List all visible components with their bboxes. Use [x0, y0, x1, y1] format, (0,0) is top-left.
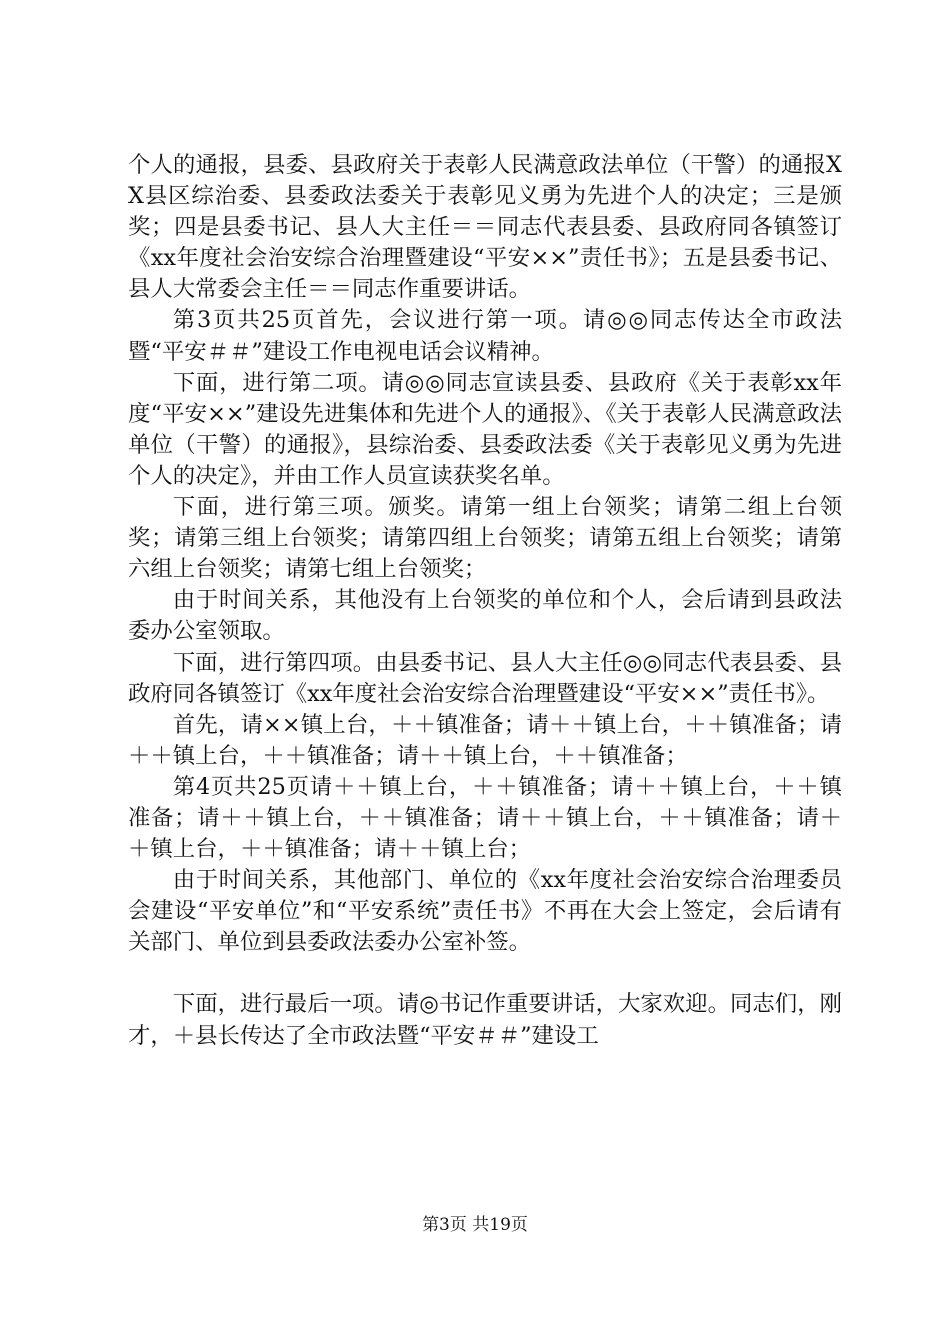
paragraph-2: 第3页共25页首先，会议进行第一项。请◎◎同志传达全市政法暨“平安＃＃”建设工作电视电话会议精神。 [128, 307, 842, 365]
document-body [128, 150, 842, 1052]
paragraph-7: 首先，请××镇上台，＋＋镇准备；请＋＋镇上台，＋＋镇准备；请＋＋镇上台，＋＋镇准备；请＋＋镇上台，＋＋镇准备； [128, 711, 842, 769]
paragraph-4: 下面，进行第三项。颁奖。请第一组上台领奖；请第二组上台领奖；请第三组上台领奖；请第四组上台领奖；请第五组上台领奖；请第六组上台领奖；请第七组上台领奖； [128, 494, 842, 583]
paragraph-5: 由于时间关系，其他没有上台领奖的单位和个人，会后请到县政法委办公室领取。 [128, 587, 842, 645]
page-number-footer: 第3页 共19页 [422, 1215, 528, 1235]
paragraph-9: 由于时间关系，其他部门、单位的《xx年度社会治安综合治理委员会建设“平安单位”和“平安系统”责任书》不再在大会上签定，会后请有关部门、单位到县委政法委办公室补签。 [128, 867, 842, 956]
paragraph-10: 下面，进行最后一项。请◎书记作重要讲话，大家欢迎。同志们，刚才，＋县长传达了全市政法暨“平安＃＃”建设工 [128, 991, 842, 1049]
paragraph-6: 下面，进行第四项。由县委书记、县人大主任◎◎同志代表县委、县政府同各镇签订《xx年度社会治安综合治理暨建设“平安××”责任书》。 [128, 649, 842, 707]
paragraph-3: 下面，进行第二项。请◎◎同志宣读县委、县政府《关于表彰xx年度“平安××”建设先进集体和先进个人的通报》、《关于表彰人民满意政法单位（干警）的通报》，县综治委、县委政法委《关于表彰见义勇为先进个人的决定》，并由工作人员宣读获奖名单。 [128, 369, 842, 489]
paragraph-spacer [128, 958, 842, 989]
paragraph-1: 个人的通报，县委、县政府关于表彰人民满意政法单位（干警）的通报XX县区综治委、县委政法委关于表彰见义勇为先进个人的决定；三是颁奖；四是县委书记、县人大主任＝＝同志代表县委、县政府同各镇签订《xx年度社会治安综合治理暨建设“平安××”责任书》；五是县委书记、县人大常委会主任＝＝同志作重要讲话。 [128, 152, 842, 303]
paragraph-8: 第4页共25页请＋＋镇上台，＋＋镇准备；请＋＋镇上台，＋＋镇准备；请＋＋镇上台，＋＋镇准备；请＋＋镇上台，＋＋镇准备；请＋＋镇上台，＋＋镇准备；请＋＋镇上台； [128, 773, 842, 863]
